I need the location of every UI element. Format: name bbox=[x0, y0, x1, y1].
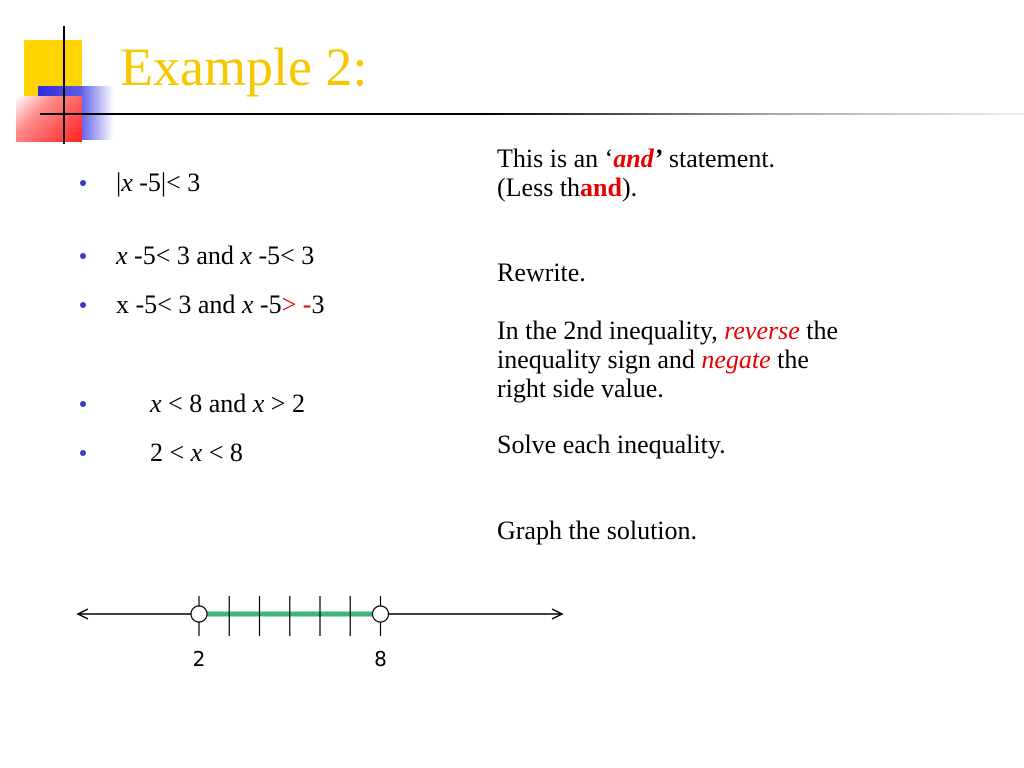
note-less-than: (Less thand). bbox=[497, 173, 638, 202]
slide-title: Example 2: bbox=[120, 37, 368, 97]
number-line-graph bbox=[70, 592, 570, 672]
bullet-row-1: |x -5|< 3 bbox=[80, 168, 200, 198]
open-endpoint-circle bbox=[191, 606, 207, 622]
note-graph: Graph the solution. bbox=[497, 516, 698, 545]
bullet-row-3: x -5< 3 and x -5> -3 bbox=[80, 290, 324, 320]
title-underline bbox=[40, 113, 1024, 115]
tick-label: 2 bbox=[192, 647, 206, 671]
bullet-row-4: x < 8 and x > 2 bbox=[80, 389, 305, 419]
tick-label: 8 bbox=[374, 647, 387, 671]
decor-red-square bbox=[16, 96, 82, 142]
bullet-dot bbox=[80, 253, 86, 259]
note-reverse-line2: inequality sign and negate the bbox=[497, 345, 809, 374]
decor-vertical-line bbox=[63, 26, 65, 144]
open-endpoint-circle bbox=[373, 606, 389, 622]
note-solve: Solve each inequality. bbox=[497, 430, 726, 459]
bullet-dot bbox=[80, 180, 86, 186]
note-rewrite: Rewrite. bbox=[497, 258, 586, 287]
note-and-statement: This is an ‘and’ statement. bbox=[497, 144, 776, 173]
note-reverse-line3: right side value. bbox=[497, 374, 664, 403]
bullet-dot bbox=[80, 302, 86, 308]
bullet-dot bbox=[80, 450, 86, 456]
bullet-dot bbox=[80, 401, 86, 407]
note-reverse-line1: In the 2nd inequality, reverse the bbox=[497, 316, 839, 345]
bullet-row-2: x -5< 3 and x -5< 3 bbox=[80, 241, 314, 271]
bullet-row-5: 2 < x < 8 bbox=[80, 438, 243, 468]
